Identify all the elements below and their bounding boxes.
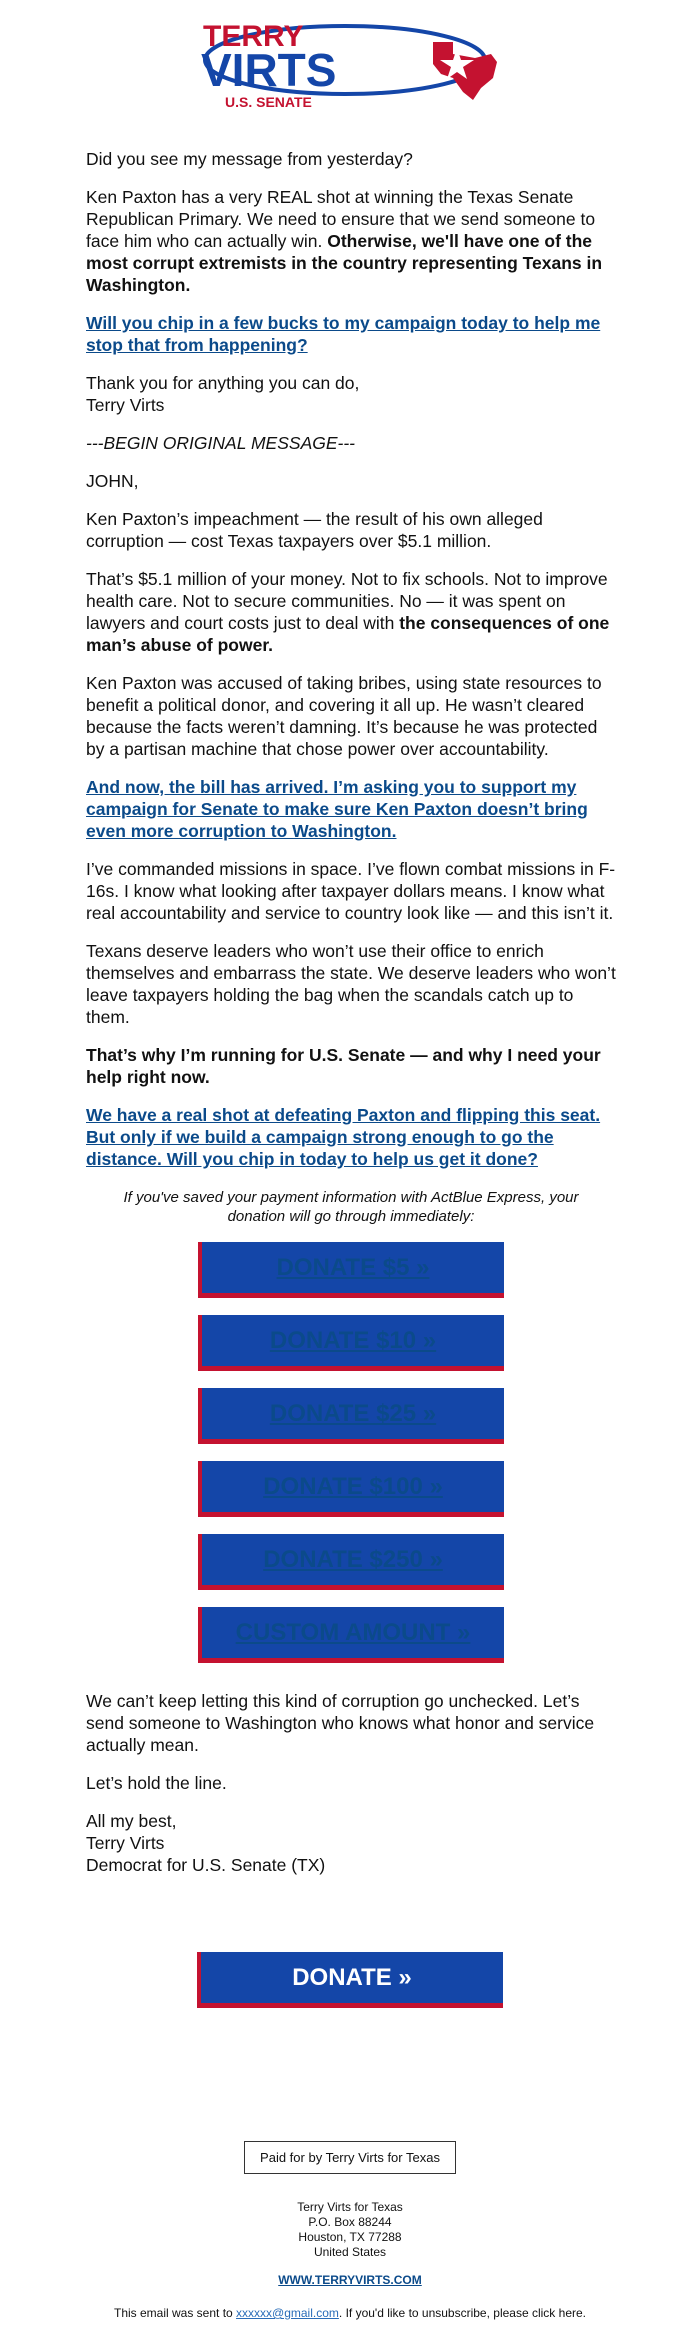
email-body — [86, 148, 616, 1892]
donate-buttons — [86, 1242, 616, 1680]
address-line3: Houston, TX 77288 — [298, 2230, 402, 2244]
campaign-logo — [195, 14, 507, 114]
texas-star-icon — [433, 42, 497, 100]
closing-block — [86, 1690, 616, 1876]
original-p5: Texans deserve leaders who won’t use their office to enrich themselves and embarrass the state. We deserve leaders who won’t leave taxpayers holding the bag when the scandals catch up to them. — [86, 941, 616, 1027]
original-p2 — [86, 568, 616, 656]
logo-line3: U.S. SENATE — [225, 94, 312, 110]
intro-p2 — [86, 186, 616, 296]
address-line4: United States — [313, 2245, 387, 2259]
recipient-email-link[interactable]: xxxxxx@gmail.com — [236, 2306, 339, 2320]
chip-in-link[interactable]: Will you chip in a few bucks to my campaign today to help me stop that from happening? — [86, 313, 601, 355]
original-p6: That’s why I’m running for U.S. Senate — and why I need your help right now. — [86, 1045, 601, 1087]
original-p3: Ken Paxton was accused of taking bribes, using state resources to benefit a political donor, and covering it all up. He wasn’t cleared because the facts weren’t damning. It’s because he was protected by a partisan machine that chose power over accountability. — [86, 673, 602, 759]
defeat-paxton-link[interactable]: We have a real shot at defeating Paxton and flipping this seat. But only if we build a campaign strong enough to go the distance. Will you chip in today to help us get it done? — [86, 1105, 601, 1169]
begin-original-message: ---BEGIN ORIGINAL MESSAGE--- — [86, 433, 356, 453]
donate-100-button[interactable]: DONATE $100 » — [198, 1461, 504, 1517]
website-link[interactable]: WWW.TERRYVIRTS.COM — [278, 2273, 422, 2287]
salutation: JOHN, — [86, 471, 139, 491]
signoff: All my best, — [86, 1811, 177, 1831]
closing-p1: We can’t keep letting this kind of corruption go unchecked. Let’s send someone to Washington who knows what honor and service actually mean. — [86, 1691, 595, 1755]
original-p2-bold: the consequences of one man’s abuse of power. — [86, 613, 610, 655]
signoff-name: Terry Virts — [86, 1833, 165, 1853]
signature-name: Terry Virts — [86, 395, 165, 415]
logo-line2: VIRTS — [201, 44, 337, 96]
original-p2-text: That’s $5.1 million of your money. Not to fix schools. Not to improve health care. Not to secure communities. No — it was spent on lawyers and court costs just to deal with — [86, 569, 608, 633]
address-line1: Terry Virts for Texas — [297, 2200, 403, 2214]
intro-p1: Did you see my message from yesterday? — [86, 149, 413, 169]
address-line2: P.O. Box 88244 — [308, 2215, 392, 2229]
donate-button[interactable]: DONATE » — [197, 1952, 503, 2008]
intro-p2-bold: Otherwise, we'll have one of the most corrupt extremists in the country representing Texans in Washington. — [86, 231, 603, 295]
thanks-block — [86, 372, 616, 416]
closing-p2: Let’s hold the line. — [86, 1773, 227, 1793]
donate-10-button[interactable]: DONATE $10 » — [198, 1315, 504, 1371]
custom-amount-button[interactable]: CUSTOM AMOUNT » — [198, 1607, 504, 1663]
support-campaign-link[interactable]: And now, the bill has arrived. I’m asking you to support my campaign for Senate to make sure Ken Paxton doesn’t bring even more corruption to Washington. — [86, 777, 588, 841]
donate-5-button[interactable]: DONATE $5 » — [198, 1242, 504, 1298]
donate-250-button[interactable]: DONATE $250 » — [198, 1534, 504, 1590]
paid-for-box: Paid for by Terry Virts for Texas — [244, 2141, 456, 2174]
logo-line1: TERRY — [203, 20, 304, 53]
closing-signature — [86, 1810, 616, 1876]
unsubscribe-note — [60, 2306, 640, 2320]
intro-p2-text: Ken Paxton has a very REAL shot at winning the Texas Senate Republican Primary. We need to ensure that we send someone to face him who can actually win. — [86, 187, 596, 251]
actblue-note: If you've saved your payment information with ActBlue Express, your donation will go through immediately: — [123, 1189, 579, 1225]
donate-25-button[interactable]: DONATE $25 » — [198, 1388, 504, 1444]
sent-prefix: This email was sent to — [113, 2306, 237, 2320]
big-donate-wrap — [197, 1952, 503, 2008]
signoff-title: Democrat for U.S. Senate (TX) — [86, 1855, 326, 1875]
thanks-line: Thank you for anything you can do, — [86, 373, 360, 393]
original-p1: Ken Paxton’s impeachment — the result of his own alleged corruption — cost Texas taxpayers over $5.1 million. — [86, 509, 543, 551]
mailing-address — [200, 2200, 500, 2260]
unsubscribe-text[interactable]: . If you'd like to unsubscribe, please click here. — [338, 2306, 586, 2320]
original-p4: I’ve commanded missions in space. I’ve flown combat missions in F-16s. I know what looking after taxpayer dollars means. I know what real accountability and service to country look like — and this isn’t it. — [86, 859, 616, 923]
